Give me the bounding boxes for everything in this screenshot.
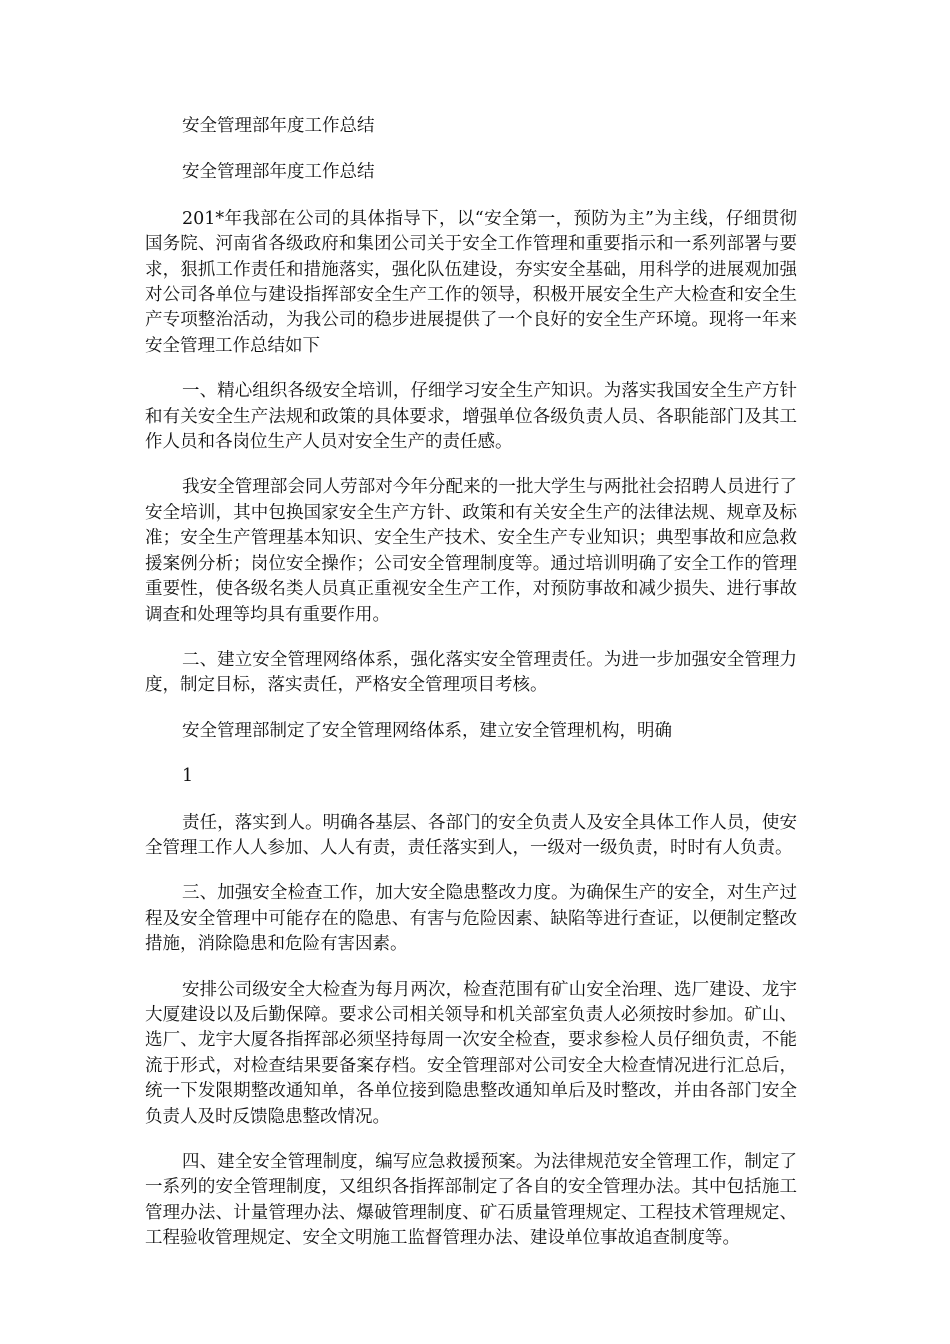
document-subtitle: 安全管理部年度工作总结 (182, 162, 375, 183)
document-title: 安全管理部年度工作总结 (182, 116, 375, 136)
paragraph-responsibility: 责任，落实到人。明确各基层、各部门的安全负责人及安全具体工作人员，使安全管理工作人人参加、人人有责，责任落实到人，一级对一级负责，时时有人负责。 (145, 812, 797, 858)
paragraph-section-2: 二、建立安全管理网络体系，强化落实安全管理责任。为进一步加强安全管理力度，制定目标，落实责任，严格安全管理项目考核。 (145, 649, 797, 696)
page-number: 1 (182, 766, 194, 787)
paragraph-inspection: 安排公司级安全大检查为每月两次，检查范围有矿山安全治理、选厂建设、龙宇大厦建设以及后勤保障。要求公司相关领导和机关部室负责人必须按时参加。矿山、选厂、龙宇大厦各指挥部必须坚持每周一次安全检查，要求参检人员仔细负责，不能流于形式，对检查结果要备案存档。安全管理部对公司安全大检查情况进行汇总后，统一下发限期整改通知单，各单位接到隐患整改通知单后及时整改，并由各部门安全负责人及时反馈隐患整改情况。 (145, 979, 797, 1127)
paragraph-network: 安全管理部制定了安全管理网络体系，建立安全管理机构，明确 (182, 720, 672, 741)
paragraph-intro: 201*年我部在公司的具体指导下，以“安全第一，预防为主”为主线，仔细贯彻国务院、河南省各级政府和集团公司关于安全工作管理和重要指示和一系列部署与要求，狠抓工作责任和措施落实，强化队伍建设，夯实安全基础，用科学的进展观加强对公司各单位与建设指挥部安全生产工作的领导，积极开展安全生产大检查和安全生产专项整治活动，为我公司的稳步进展提供了一个良好的安全生产环境。现将一年来安全管理工作总结如下 (145, 208, 797, 356)
paragraph-section-1: 一、精心组织各级安全培训，仔细学习安全生产知识。为落实我国安全生产方针和有关安全生产法规和政策的具体要求，增强单位各级负责人员、各职能部门及其工作人员和各岗位生产人员对安全生产的责任感。 (145, 381, 797, 453)
paragraph-training: 我安全管理部会同人劳部对今年分配来的一批大学生与两批社会招聘人员进行了安全培训，其中包换国家安全生产方针、政策和有关安全生产的法律法规、规章及标准；安全生产管理基本知识、安全生产技术、安全生产专业知识；典型事故和应急救援案例分析；岗位安全操作；公司安全管理制度等。通过培训明确了安全工作的管理重要性，使各级名类人员真正重视安全生产工作，对预防事故和减少损失、进行事故调查和处理等均具有重要作用。 (145, 477, 797, 625)
paragraph-section-3: 三、加强安全检查工作，加大安全隐患整改力度。为确保生产的安全，对生产过程及安全管理中可能存在的隐患、有害与危险因素、缺陷等进行查证，以便制定整改措施，消除隐患和危险有害因素。 (145, 883, 797, 955)
document-body (145, 114, 797, 1272)
paragraph-section-4: 四、建全安全管理制度，编写应急救援预案。为法律规范安全管理工作，制定了一系列的安全管理制度，又组织各指挥部制定了各自的安全管理办法。其中包括施工管理办法、计量管理办法、爆破管理制度、矿石质量管理规定、工程技术管理规定、工程验收管理规定、安全文明施工监督管理办法、建设单位事故追查制度等。 (145, 1152, 797, 1249)
